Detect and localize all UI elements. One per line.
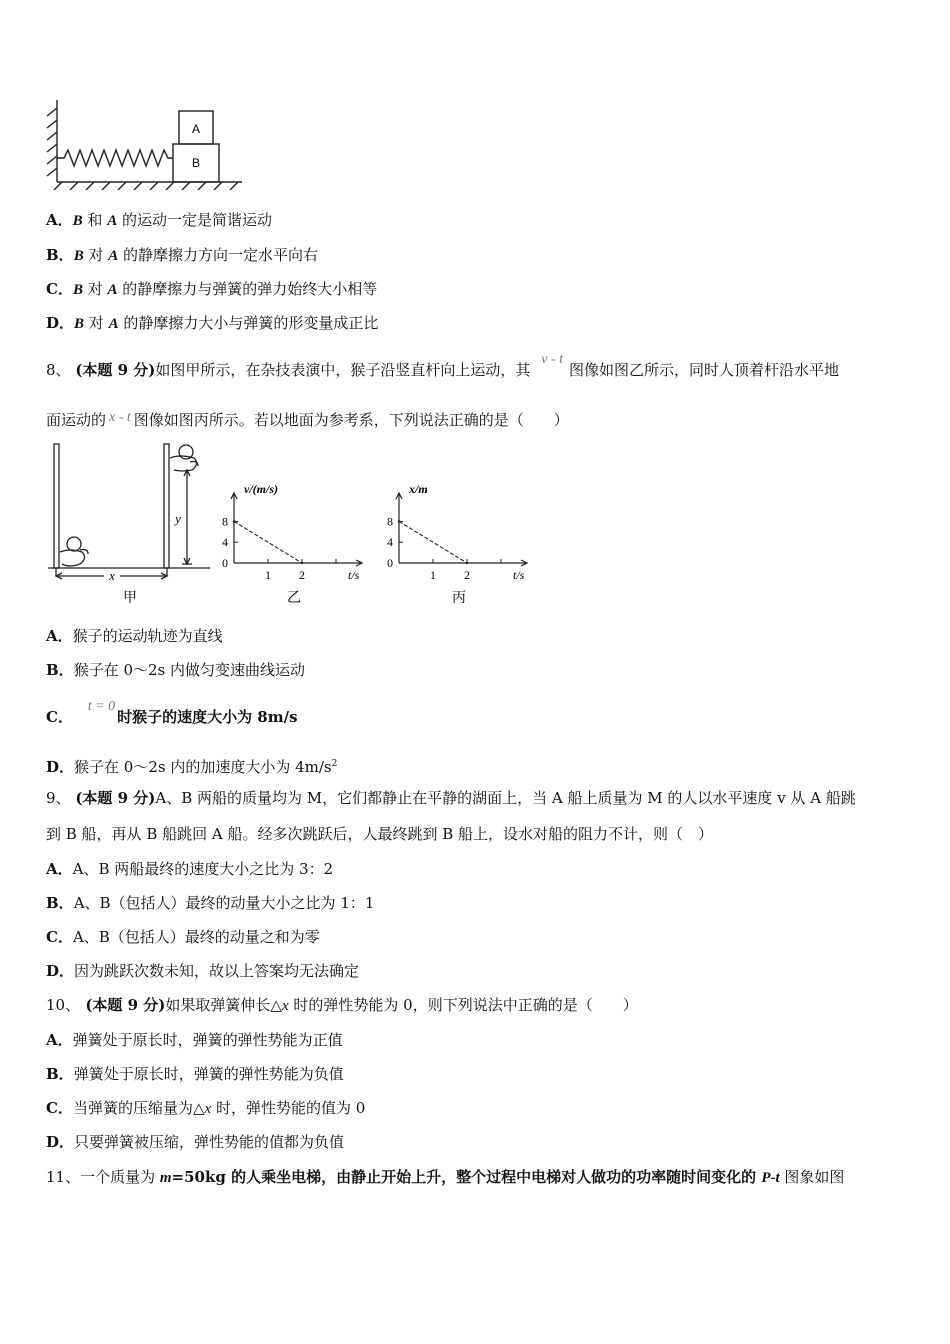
yi-xtick-label-1: 1	[265, 568, 271, 582]
bing-ytick-label-4: 4	[387, 535, 393, 550]
bing-point-1	[466, 562, 468, 564]
yi-xlabel: t/s	[348, 568, 360, 582]
q10-option-d: D．只要弹簧被压缩，弹性势能的值都为负值	[46, 1133, 345, 1151]
spring	[57, 150, 173, 166]
q10-stem: 10、 (本题 9 分)如果取弹簧伸长△x 时的弹性势能为 0，则下列说法中正确的是（ ）	[46, 996, 638, 1014]
vt-symbol: v - t	[541, 352, 563, 367]
block-a-label: A	[191, 122, 201, 136]
bing-xlabel: t/s	[513, 568, 525, 582]
t0-symbol: t = 0	[87, 699, 116, 714]
jia-x-label: x	[109, 568, 115, 583]
bing-caption: 丙	[452, 591, 466, 606]
q8-option-b: B．猴子在 0～2s 内做匀变速曲线运动	[46, 661, 306, 679]
q7-option-b: B．B 对 A 的静摩擦力方向一定水平向右	[46, 246, 319, 264]
bing-xtick-label-2: 2	[464, 568, 470, 582]
yi-xtick-label-2: 2	[299, 568, 305, 582]
q9-stem-line-2: 到 B 船，再从 B 船跳回 A 船。经多次跳跃后，人最终跳到 B 船上，设水对船的阻力不计，则（ ）	[46, 825, 714, 843]
bing-ylabel: x/m	[409, 482, 428, 496]
q7-option-c: C．B 对 A 的静摩擦力与弹簧的弹力始终大小相等	[46, 280, 378, 298]
yi-caption: 乙	[287, 591, 301, 606]
xt-symbol: x - t	[109, 410, 131, 425]
q9-option-a: A．A、B 两船最终的速度大小之比为 3：2	[46, 860, 334, 878]
bing-ytick-label-8: 8	[387, 514, 393, 529]
block-b-label: B	[191, 156, 201, 170]
yi-point-0	[233, 520, 235, 522]
bing-point-0	[398, 520, 400, 522]
yi-ytick-label-4: 4	[222, 535, 228, 550]
jia-diagram	[48, 444, 210, 579]
q8-option-d: D．猴子在 0～2s 内的加速度大小为 $4m/s^2$	[46, 758, 338, 776]
yi-series-line	[234, 521, 302, 563]
yi-ylabel: v/(m/s)	[244, 482, 278, 496]
q10-option-a: A．弹簧处于原长时，弹簧的弹性势能为正值	[46, 1031, 343, 1049]
bing-ytick-label-0: 0	[387, 556, 393, 570]
q8-stem-line-2: 面运动的 x - t 图像如图丙所示。若以地面为参考系，下列说法正确的是（ ）	[46, 410, 569, 429]
jia-caption: 甲	[123, 591, 137, 606]
q9-stem-line-1: 9、 (本题 9 分)A、B 两船的质量均为 M，它们都静止在平静的湖面上，当 A 船上质量为 M 的人以水平速度 v 从 A 船跳	[46, 789, 856, 807]
bing-series-line	[399, 521, 467, 563]
chart-yi	[222, 482, 362, 606]
q7-option-a: A．B 和 A 的运动一定是简谐运动	[46, 211, 272, 229]
q10-option-c: C．当弹簧的压缩量为△x 时，弹性势能的值为 0	[46, 1099, 366, 1117]
q7-option-d: D．B 对 A 的静摩擦力大小与弹簧的形变量成正比	[46, 314, 379, 332]
spring-block-figure	[40, 98, 245, 190]
bing-xtick-label-1: 1	[430, 568, 436, 582]
q10-option-b: B．弹簧处于原长时，弹簧的弹性势能为负值	[46, 1065, 344, 1083]
q8-stem-line-1: 8、 (本题 9 分)如图甲所示，在杂技表演中，猴子沿竖直杆向上运动，其 v - t图像如图乙所示，同时人顶着杆沿水平地	[46, 352, 839, 379]
yi-ytick-label-0: 0	[222, 556, 228, 570]
chart-bing	[387, 482, 527, 606]
yi-ytick-label-8: 8	[222, 514, 228, 529]
yi-point-1	[301, 562, 303, 564]
q9-option-d: D．因为跳跃次数未知，故以上答案均无法确定	[46, 962, 360, 980]
q8-option-a: A．猴子的运动轨迹为直线	[46, 627, 223, 645]
q8-figure	[44, 440, 544, 610]
jia-y-label: y	[175, 511, 181, 526]
q8-option-c: C． t = 0时猴子的速度大小为 8m/s	[46, 699, 298, 726]
q9-option-b: B．A、B（包括人）最终的动量大小之比为 1：1	[46, 894, 375, 912]
q9-option-c: C．A、B（包括人）最终的动量之和为零	[46, 928, 320, 946]
q11-stem: 11、一个质量为 m=50kg 的人乘坐电梯，由静止开始上升，整个过程中电梯对人做功的功率随时间变化的 P-t 图象如图	[46, 1168, 845, 1186]
